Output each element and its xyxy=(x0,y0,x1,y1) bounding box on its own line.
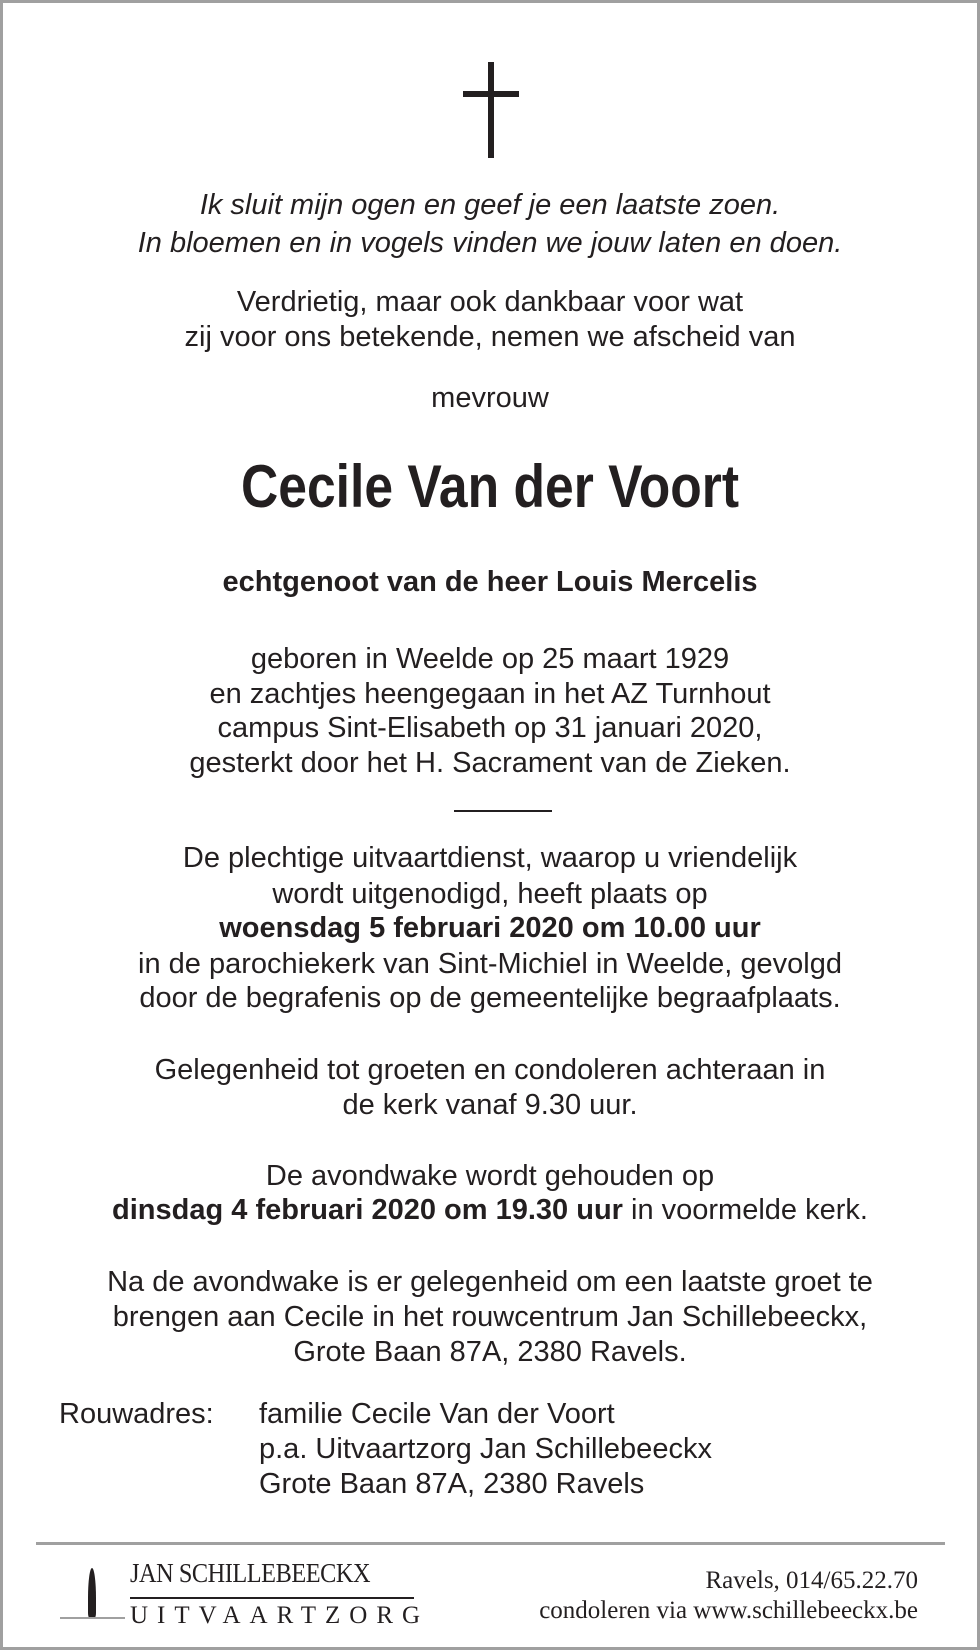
farewell-line: Grote Baan 87A, 2380 Ravels. xyxy=(293,1336,687,1368)
condolence-line: de kerk vanaf 9.30 uur. xyxy=(342,1089,638,1121)
service-line: door de begrafenis op de gemeentelijke begraafplaats. xyxy=(139,982,841,1014)
intro-line: Verdrietig, maar ook dankbaar voor wat xyxy=(236,286,744,318)
wake-rest: in voormelde kerk. xyxy=(622,1194,868,1226)
address-line: Grote Baan 87A, 2380 Ravels xyxy=(259,1468,645,1500)
service-line: wordt uitgenodigd, heeft plaats op xyxy=(272,878,708,910)
address-label: Rouwadres: xyxy=(59,1398,214,1430)
verse-line: In bloemen en in vogels vinden we jouw laten en doen. xyxy=(137,227,843,259)
verse-line: Ik sluit mijn ogen en geef je een laatste zoen. xyxy=(199,189,781,221)
logo-name: JAN SCHILLEBEECKX xyxy=(130,1558,371,1588)
footer-website[interactable]: condoleren via www.schillebeeckx.be xyxy=(539,1597,918,1624)
address-line: p.a. Uitvaartzorg Jan Schillebeeckx xyxy=(259,1433,712,1465)
wake-line: De avondwake wordt gehouden op xyxy=(265,1160,715,1192)
footer-divider xyxy=(36,1542,945,1545)
logo-ground-line xyxy=(60,1617,125,1619)
logo-rule xyxy=(130,1597,414,1599)
condolence-line: Gelegenheid tot groeten en condoleren achteraan in xyxy=(154,1054,826,1086)
divider xyxy=(454,810,552,812)
deceased-name: Cecile Van der Voort xyxy=(240,453,740,520)
bio-line: en zachtjes heengegaan in het AZ Turnhout xyxy=(209,678,771,710)
footer-phone: Ravels, 014/65.22.70 xyxy=(705,1567,918,1594)
title: mevrouw xyxy=(431,382,549,414)
address-line: familie Cecile Van der Voort xyxy=(259,1398,615,1430)
intro-line: zij voor ons betekende, nemen we afscheid van xyxy=(184,321,796,353)
service-line: in de parochiekerk van Sint-Michiel in Weelde, gevolgd xyxy=(138,948,842,980)
bio-line: gesterkt door het H. Sacrament van de Zieken. xyxy=(189,747,791,779)
farewell-line: Na de avondwake is er gelegenheid om een laatste groet te xyxy=(107,1266,873,1298)
spouse: echtgenoot van de heer Louis Mercelis xyxy=(222,566,758,598)
farewell-line: brengen aan Cecile in het rouwcentrum Jan Schillebeeckx, xyxy=(112,1301,868,1333)
service-line: De plechtige uitvaartdienst, waarop u vriendelijk xyxy=(182,842,798,874)
service-date: woensdag 5 februari 2020 om 10.00 uur xyxy=(219,912,761,944)
logo-subtitle: UITVAARTZORG xyxy=(130,1602,430,1629)
wake-date-line xyxy=(0,1193,980,1227)
wake-date: dinsdag 4 februari 2020 om 19.30 uur xyxy=(112,1194,623,1226)
bio-line: campus Sint-Elisabeth op 31 januari 2020, xyxy=(217,712,763,744)
bio-line: geboren in Weelde op 25 maart 1929 xyxy=(250,643,730,675)
